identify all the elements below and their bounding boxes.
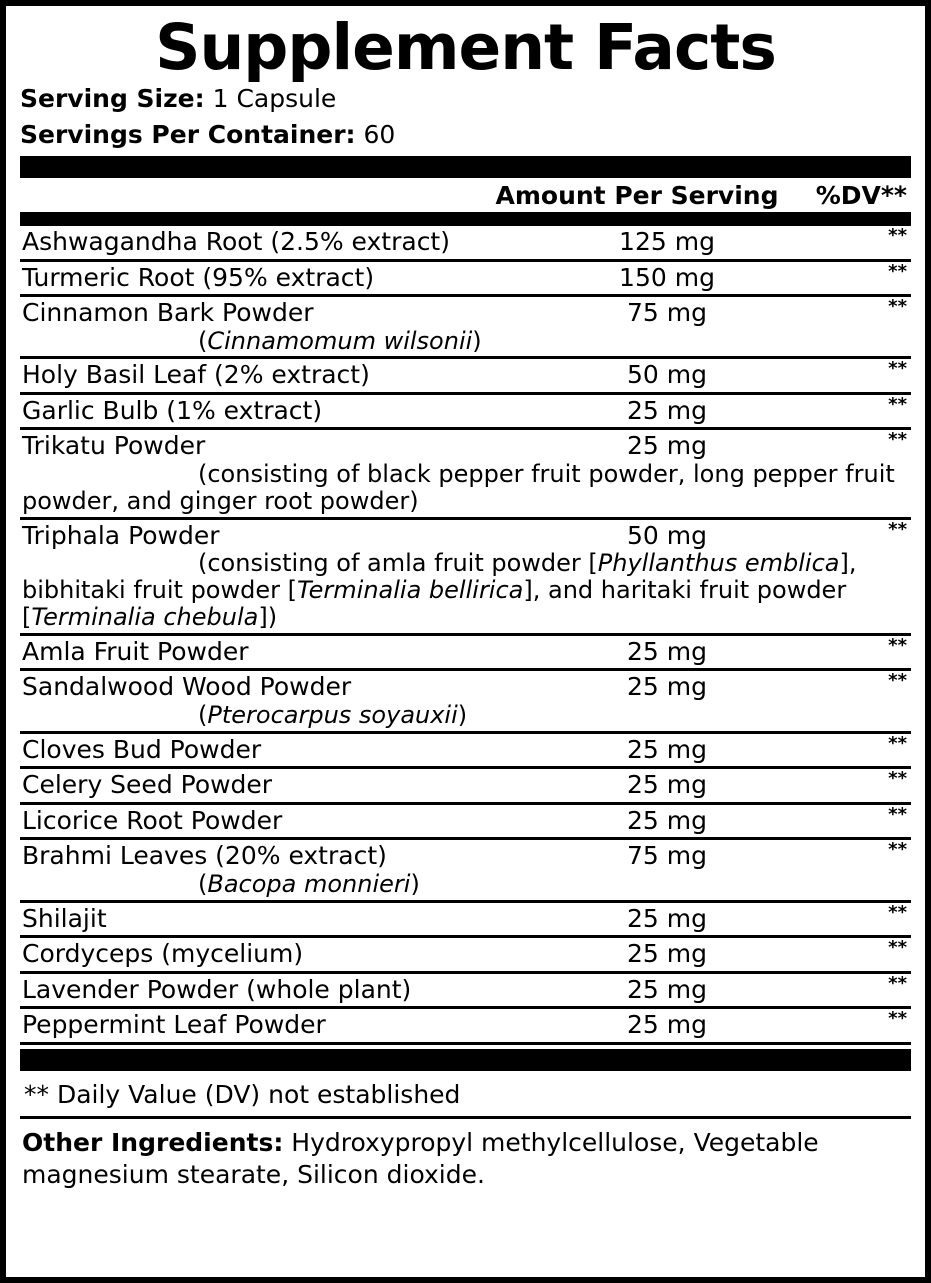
nutrient-amount: 25 mg bbox=[627, 974, 707, 1004]
nutrient-dv: ** bbox=[888, 225, 907, 246]
servings-per-container-label: Servings Per Container: bbox=[20, 119, 356, 149]
table-row bbox=[20, 359, 911, 392]
table-row bbox=[20, 1009, 911, 1042]
nutrient-dv: ** bbox=[888, 972, 907, 994]
table-row-main bbox=[20, 431, 911, 461]
other-ingredients-label: Other Ingredients: bbox=[22, 1127, 284, 1157]
table-row bbox=[20, 262, 911, 295]
nutrient-name: Celery Seed Powder bbox=[22, 770, 273, 800]
nutrient-name: Licorice Root Powder bbox=[22, 805, 283, 835]
nutrient-dv: ** bbox=[888, 429, 907, 451]
nutrient-amount: 25 mg bbox=[627, 734, 707, 764]
table-row bbox=[20, 938, 911, 971]
nutrient-subtext: (consisting of black pepper fruit powder, long pepper fruit powder, and ginger root powder) bbox=[22, 459, 895, 515]
nutrient-dv: ** bbox=[888, 634, 907, 656]
nutrient-amount: 25 mg bbox=[627, 770, 707, 800]
nutrient-rows bbox=[20, 226, 911, 1045]
nutrient-name: Cordyceps (mycelium) bbox=[22, 939, 304, 968]
table-row-main bbox=[20, 939, 911, 969]
table-row bbox=[20, 636, 911, 669]
servings-per-container-line bbox=[20, 117, 911, 153]
nutrient-name: Cinnamon Bark Powder bbox=[22, 298, 314, 327]
nutrient-amount: 25 mg bbox=[627, 636, 707, 666]
serving-size-label: Serving Size: bbox=[20, 84, 205, 113]
other-ingredients bbox=[20, 1119, 911, 1191]
nutrient-name: Triphala Powder bbox=[22, 520, 220, 550]
nutrient-name: Turmeric Root (95% extract) bbox=[22, 262, 375, 292]
nutrient-amount: 125 mg bbox=[619, 227, 715, 256]
table-row-main bbox=[20, 770, 911, 800]
table-row-main bbox=[20, 841, 911, 871]
table-row bbox=[20, 671, 911, 730]
table-row bbox=[20, 226, 911, 259]
footnote: ** Daily Value (DV) not established bbox=[24, 1079, 461, 1109]
other-ingredients-value: Hydroxypropyl methylcellulose, Vegetable magnesium stearate, Silicon dioxide. bbox=[22, 1127, 819, 1189]
divider-mid bbox=[20, 212, 911, 226]
nutrient-amount: 25 mg bbox=[627, 395, 707, 425]
nutrient-subtext: (Bacopa monnieri) bbox=[198, 869, 420, 898]
row-divider bbox=[20, 1042, 911, 1045]
nutrient-dv: ** bbox=[888, 296, 907, 317]
nutrient-name: Lavender Powder (whole plant) bbox=[22, 974, 412, 1004]
nutrient-amount: 25 mg bbox=[627, 805, 707, 835]
nutrient-amount: 25 mg bbox=[627, 939, 707, 968]
table-row-main bbox=[20, 360, 911, 390]
nutrient-name: Cloves Bud Powder bbox=[22, 734, 262, 764]
nutrient-dv: ** bbox=[888, 937, 907, 958]
table-row-main bbox=[20, 227, 911, 257]
nutrient-name: Shilajit bbox=[22, 903, 107, 933]
amount-per-serving-header: Amount Per Serving bbox=[495, 181, 779, 210]
nutrient-amount: 75 mg bbox=[627, 298, 707, 327]
table-row-main bbox=[20, 260, 911, 293]
servings-per-container-value: 60 bbox=[363, 119, 396, 149]
table-row-main bbox=[20, 1010, 911, 1040]
table-row-main bbox=[20, 518, 911, 551]
nutrient-name: Holy Basil Leaf (2% extract) bbox=[22, 360, 370, 390]
table-row bbox=[20, 430, 911, 516]
table-row bbox=[20, 840, 911, 899]
table-row-main bbox=[20, 672, 911, 702]
nutrient-amount: 25 mg bbox=[627, 903, 707, 933]
nutrient-dv: ** bbox=[888, 768, 907, 790]
table-row-main bbox=[20, 972, 911, 1005]
table-row-main bbox=[20, 298, 911, 328]
nutrient-amount: 150 mg bbox=[619, 262, 715, 292]
table-row bbox=[20, 769, 911, 802]
table-row bbox=[20, 805, 911, 838]
nutrient-name: Peppermint Leaf Powder bbox=[22, 1010, 326, 1039]
nutrient-dv: ** bbox=[888, 358, 907, 380]
table-row bbox=[20, 395, 911, 428]
nutrient-dv: ** bbox=[888, 803, 907, 825]
nutrient-dv: ** bbox=[888, 393, 907, 415]
nutrient-dv: ** bbox=[888, 518, 907, 540]
nutrient-amount: 25 mg bbox=[627, 431, 707, 461]
table-row bbox=[20, 734, 911, 767]
page-title: Supplement Facts bbox=[155, 11, 776, 84]
table-row bbox=[20, 297, 911, 356]
divider-thick-top bbox=[20, 156, 911, 178]
serving-size-value: 1 Capsule bbox=[212, 84, 337, 113]
nutrient-name: Amla Fruit Powder bbox=[22, 636, 249, 666]
nutrient-amount: 50 mg bbox=[627, 520, 707, 550]
table-row bbox=[20, 903, 911, 936]
nutrient-subtext: (Cinnamomum wilsonii) bbox=[198, 326, 482, 355]
table-header bbox=[20, 178, 911, 212]
table-row bbox=[20, 520, 911, 633]
nutrient-subtext: (Pterocarpus soyauxii) bbox=[198, 700, 468, 729]
nutrient-amount: 75 mg bbox=[627, 841, 707, 871]
table-row-main bbox=[20, 803, 911, 836]
nutrient-dv: ** bbox=[888, 839, 907, 861]
nutrient-name: Trikatu Powder bbox=[22, 431, 206, 461]
nutrient-dv: ** bbox=[888, 260, 907, 282]
nutrient-amount: 50 mg bbox=[627, 360, 707, 390]
nutrient-name: Garlic Bulb (1% extract) bbox=[22, 395, 323, 425]
table-row-main bbox=[20, 634, 911, 667]
nutrient-name: Brahmi Leaves (20% extract) bbox=[22, 841, 387, 871]
table-row-main bbox=[20, 393, 911, 426]
serving-size-line bbox=[20, 81, 911, 117]
nutrient-dv: ** bbox=[888, 732, 907, 754]
table-row bbox=[20, 974, 911, 1007]
nutrient-dv: ** bbox=[888, 670, 907, 692]
table-row-main bbox=[20, 901, 911, 934]
table-row-main bbox=[20, 732, 911, 765]
nutrient-subtext: (consisting of amla fruit powder [Phyllanthus emblica], bibhitaki fruit powder [Terminalia bellirica], and haritaki fruit powder [Terminalia chebula]) bbox=[22, 549, 857, 631]
nutrient-dv: ** bbox=[888, 901, 907, 923]
nutrient-amount: 25 mg bbox=[627, 1010, 707, 1039]
nutrient-amount: 25 mg bbox=[627, 672, 707, 702]
dv-header: %DV** bbox=[815, 181, 907, 210]
nutrient-name: Sandalwood Wood Powder bbox=[22, 672, 352, 702]
divider-thick-bottom bbox=[20, 1049, 911, 1071]
nutrient-dv: ** bbox=[888, 1008, 907, 1029]
nutrient-name: Ashwagandha Root (2.5% extract) bbox=[22, 227, 450, 256]
